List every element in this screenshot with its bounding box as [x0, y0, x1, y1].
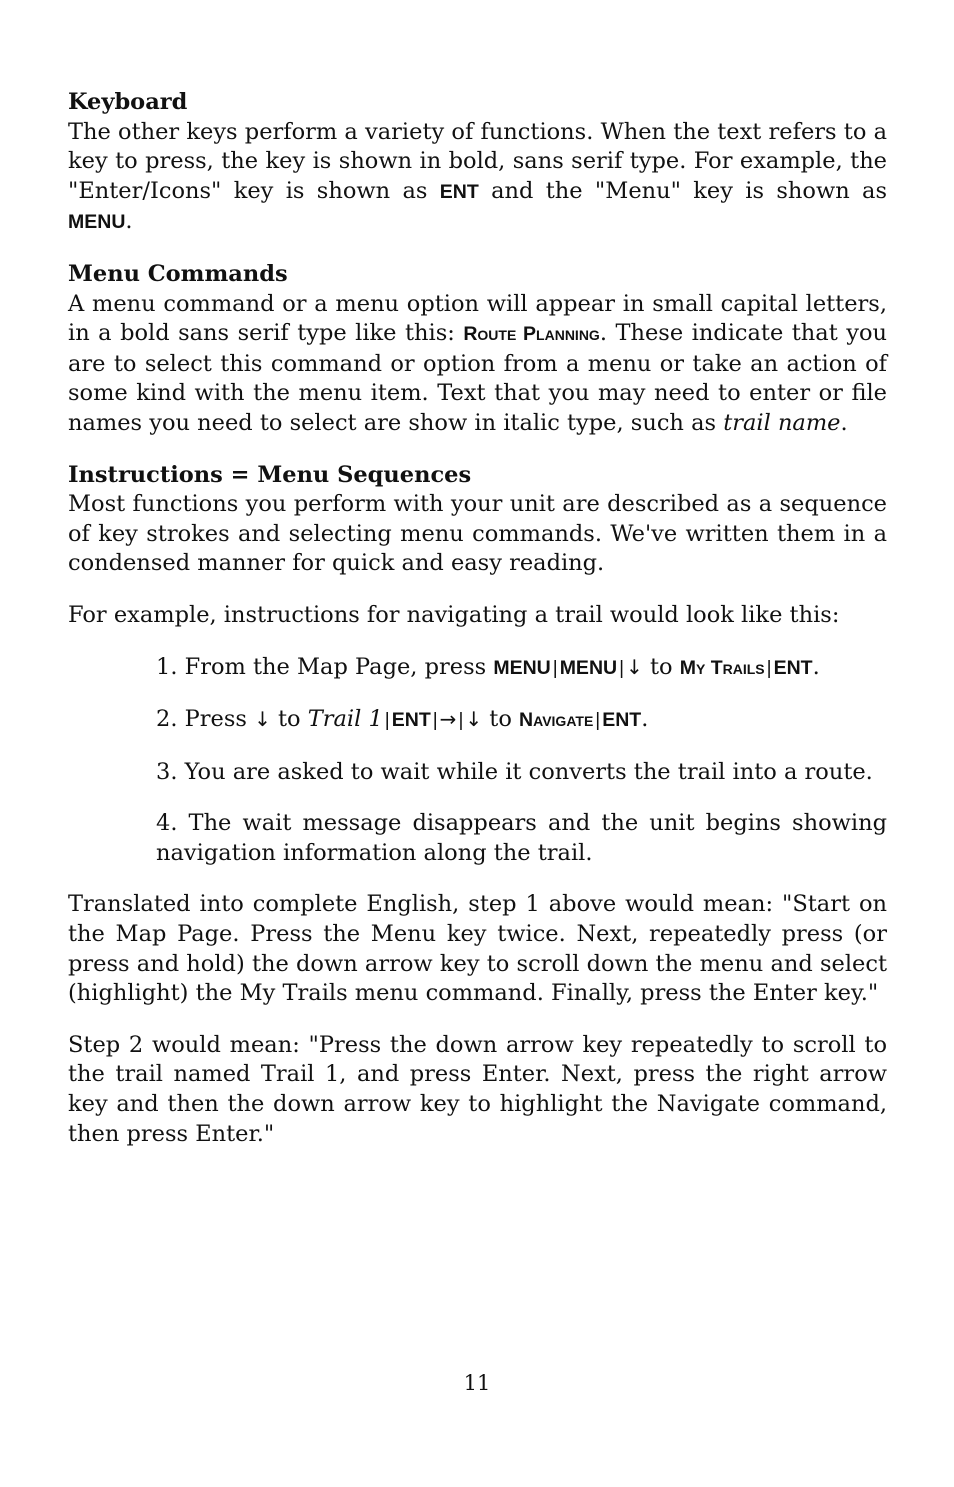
step-4: 4. The wait message disappears and the unit begins showing navigation information along the trail. [156, 810, 887, 866]
keyboard-heading: Keyboard [68, 89, 188, 115]
step-3: 3. You are asked to wait while it converts the trail into a route. [156, 758, 873, 785]
step-1-explanation: Translated into complete English, step 1 above would mean: "Start on the Map Page. Press the Menu key twice. Next, repeatedly press (or press and hold) the down arrow key to scroll down the menu and select (highlight) the My Trails menu command. Finally, press the Enter key." [68, 891, 887, 1007]
my-trails-command: My Trails [679, 656, 765, 679]
text: . [641, 706, 649, 733]
keyboard-paragraph [68, 118, 887, 238]
separator: | [766, 657, 772, 679]
text: . [812, 653, 820, 680]
step-list [156, 653, 887, 869]
menu-key: MENU [493, 656, 551, 679]
separator: | [619, 657, 625, 679]
step-2 [156, 705, 887, 736]
ent-key: ENT [391, 709, 431, 732]
down-arrow-icon: ↓ [254, 707, 271, 732]
example-intro-paragraph: For example, instructions for navigating a trail would look like this: [68, 601, 840, 628]
text: . [125, 208, 133, 235]
step-2-explanation: Step 2 would mean: "Press the down arrow key repeatedly to scroll to the trail named Trail 1, and press Enter. Next, press the right arrow key and then the down arrow key to highlight the Navigate command, then press Enter." [68, 1031, 887, 1147]
text: . [840, 409, 848, 436]
down-arrow-icon: ↓ [465, 707, 483, 732]
instructions-paragraph: Most functions you perform with your unit are described as a sequence of key strokes and selecting menu commands. We've written them in a condensed manner for quick and easy reading. [68, 491, 887, 577]
text: 2. Press [156, 706, 255, 733]
separator: | [552, 657, 558, 679]
ent-key-example: ENT [439, 180, 479, 203]
down-arrow-icon: ↓ [626, 654, 643, 679]
menu-commands-paragraph [68, 290, 887, 439]
separator: | [432, 710, 438, 732]
page-number: 11 [463, 1371, 491, 1395]
text: 1. From the Map Page, press [156, 653, 494, 680]
trail-1-name: Trail 1 [307, 706, 383, 733]
text: to [482, 706, 520, 733]
route-planning-example: Route Planning [463, 323, 600, 346]
trail-name-example: trail name [723, 409, 841, 436]
right-arrow-icon: → [439, 707, 457, 732]
ent-key: ENT [602, 709, 642, 732]
text: A menu command or a menu option will appear in small capital letters, in a bold sans serif type like this: [68, 290, 887, 347]
separator: | [595, 710, 601, 732]
ent-key: ENT [773, 656, 813, 679]
text: . These indicate that you are to select this command or option from a menu or take an action of some kind with the menu item. Text that you may need to enter or file names you need to select are show in italic type, such as [68, 320, 887, 436]
step-1 [156, 653, 887, 684]
navigate-command: Navigate [519, 709, 594, 732]
separator: | [458, 710, 464, 732]
instructions-heading: Instructions = Menu Sequences [68, 461, 472, 488]
text: and the "Menu" key is shown as [478, 177, 888, 204]
menu-key-example: MENU [68, 211, 126, 234]
separator: | [384, 710, 390, 732]
text: to [270, 706, 308, 733]
page-body [68, 88, 887, 1171]
text: The other keys perform a variety of functions. When the text refers to a key to press, the key is shown in bold, sans serif type. For example, the "Enter/Icons" key is shown as [68, 118, 887, 204]
text: to [642, 653, 680, 680]
menu-commands-heading: Menu Commands [68, 260, 288, 287]
menu-key: MENU [559, 656, 618, 679]
